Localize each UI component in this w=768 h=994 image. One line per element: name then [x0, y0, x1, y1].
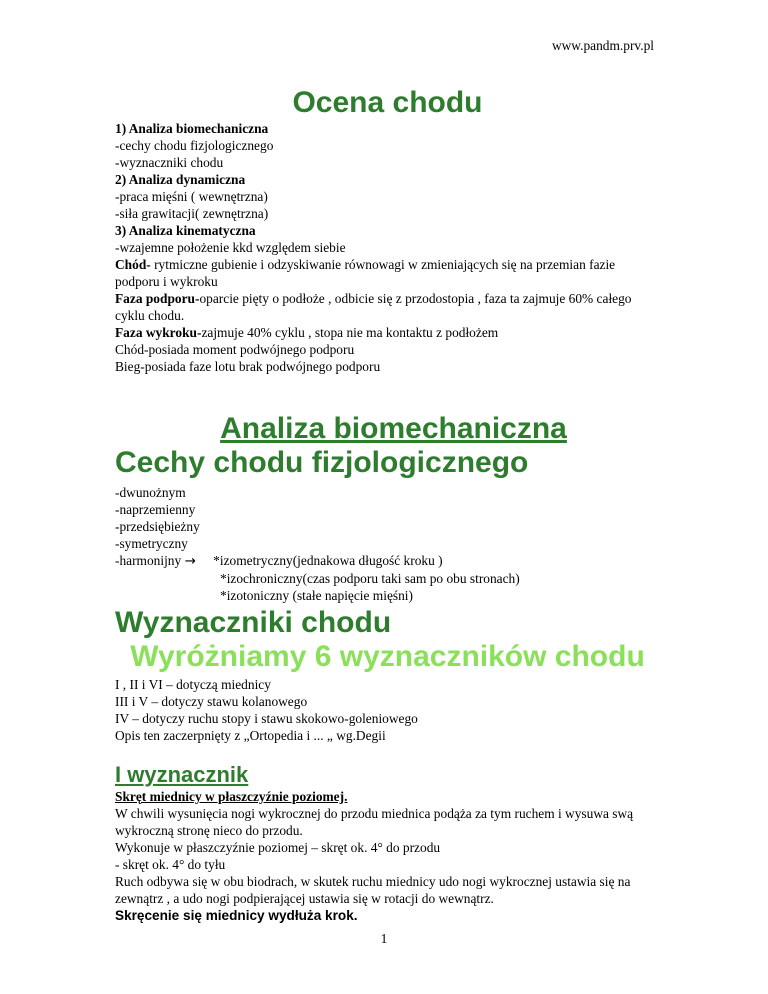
bold-line: Skręt miednicy w płaszczyźnie poziomej.: [115, 789, 348, 804]
section-heading: Wyznaczniki chodu: [115, 606, 392, 639]
intro-line: -cechy chodu fizjologicznego: [115, 138, 274, 153]
list-subitem: *izochroniczny(czas podporu taki sam po obu stronach): [220, 571, 520, 586]
list-item: -przedsiębieżny: [115, 519, 200, 534]
features-list: [115, 484, 660, 604]
list-subitem: *izometryczny(jednakowa długość kroku ): [213, 553, 443, 568]
intro-line: -praca mięśni ( wewnętrzna): [115, 189, 268, 204]
list-item: [115, 552, 660, 570]
definition-wykrok: [115, 324, 660, 341]
page-title: Ocena chodu: [292, 86, 483, 119]
arrow-icon: →: [184, 554, 196, 569]
intro-line: 3) Analiza kinematyczna: [115, 223, 256, 238]
text-line: Wykonuje w płaszczyźnie poziomej – skręt ok. 4° do przodu: [115, 840, 441, 855]
definition-chod: [115, 256, 660, 290]
list-item: -dwunożnym: [115, 485, 186, 500]
list-item: -symetryczny: [115, 536, 188, 551]
section-heading: Analiza biomechaniczna: [220, 412, 567, 445]
conclusion: Skręcenie się miednicy wydłuża krok.: [115, 908, 358, 923]
text-line: I , II i VI – dotyczą miednicy: [115, 677, 271, 692]
section-heading: I wyznacznik: [115, 762, 249, 787]
term: Faza podporu-: [115, 291, 200, 306]
definition: oparcie pięty o podłoże , odbicie się z przodostopia , faza ta zajmuje 60% całego cyklu chodu.: [115, 291, 632, 323]
intro-line: -siła grawitacji( zewnętrzna): [115, 206, 269, 221]
page-number: 1: [380, 931, 388, 946]
header-url: www.pandm.prv.pl: [551, 38, 654, 53]
list-subitem: *izotoniczny (stałe napięcie mięśni): [220, 588, 413, 603]
list-item-label: -harmonijny: [115, 553, 182, 568]
intro-line: -wyznaczniki chodu: [115, 155, 224, 170]
paragraph: W chwili wysunięcia nogi wykrocznej do przodu miednica podąża za tym ruchem i wysuwa swą wykroczną stronę nieco do przodu.: [115, 806, 634, 838]
text-line: Opis ten zaczerpnięty z „Ortopedia i ... „ wg.Degii: [115, 728, 386, 743]
definition-podpor: [115, 290, 660, 324]
definition: zajmuje 40% cyklu , stopa nie ma kontaktu z podłożem: [201, 325, 499, 340]
term: Faza wykroku-: [115, 325, 202, 340]
definition: rytmiczne gubienie i odzyskiwanie równowagi w zmieniających się na przemian fazie podporu i wykroku: [115, 257, 616, 289]
intro-block: [115, 120, 660, 375]
intro-line: 1) Analiza biomechaniczna: [115, 121, 269, 136]
term: Chód-: [115, 257, 151, 272]
text-line: III i V – dotyczy stawu kolanowego: [115, 694, 308, 709]
paragraph: Ruch odbywa się w obu biodrach, w skutek ruchu miednicy udo nogi wykrocznej ustawia się na zewnątrz , a udo nogi podpierającej ustawia się w rotacji do wewnątrz.: [115, 874, 631, 906]
intro-line: Bieg-posiada faze lotu brak podwójnego podporu: [115, 359, 381, 374]
list-item: -naprzemienny: [115, 502, 196, 517]
intro-line: -wzajemne położenie kkd względem siebie: [115, 240, 346, 255]
section-subheading: Wyróżniamy 6 wyznaczników chodu: [130, 640, 645, 673]
content: [115, 86, 660, 924]
section-subheading: Cechy chodu fizjologicznego: [115, 446, 529, 479]
intro-line: Chód-posiada moment podwójnego podporu: [115, 342, 355, 357]
text-line: IV – dotyczy ruchu stopy i stawu skokowo-goleniowego: [115, 711, 418, 726]
text-line: - skręt ok. 4° do tyłu: [115, 857, 226, 872]
intro-line: 2) Analiza dynamiczna: [115, 172, 246, 187]
